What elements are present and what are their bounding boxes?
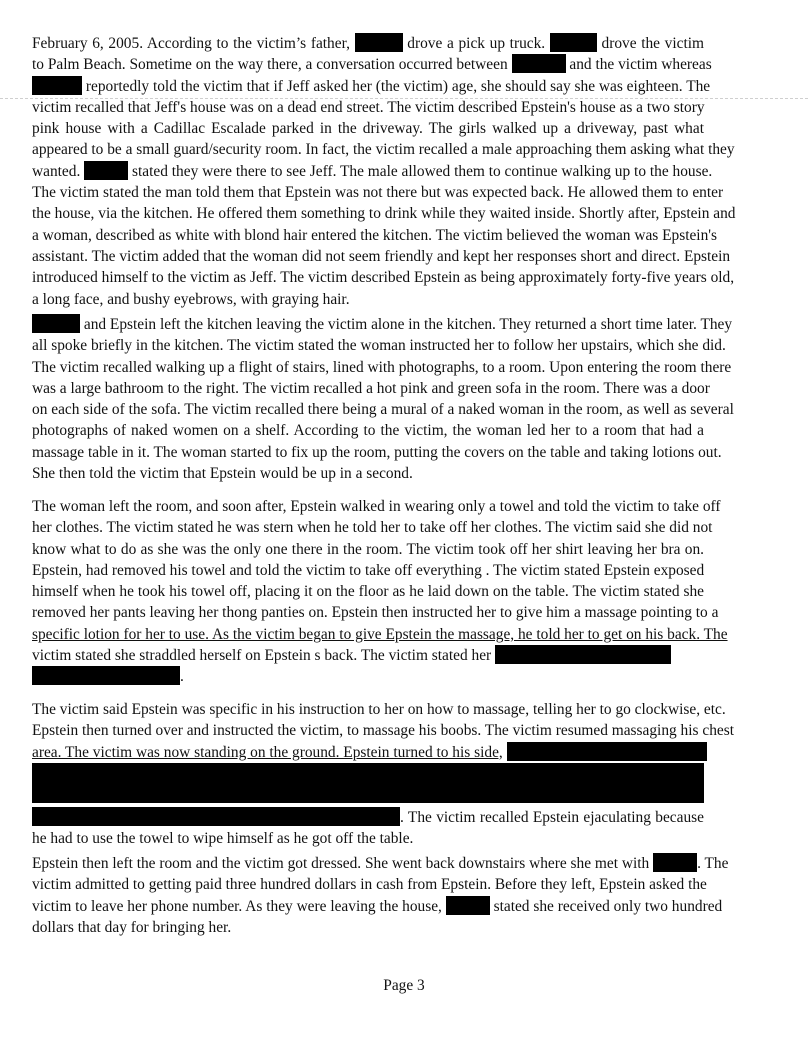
redaction-box <box>495 645 671 664</box>
text-line: wanted. stated they were there to see Jeff. The male allowed them to continue walking up to the house. <box>32 162 713 180</box>
redaction-box <box>507 742 707 761</box>
text-line: dollars that day for bringing her. <box>32 918 232 936</box>
text-line: assistant. The victim added that the woman did not seem friendly and kept her responses short and direct. Epstein <box>32 247 731 265</box>
text-line: on each side of the sofa. The victim recalled there being a mural of a naked woman in the room, as well as several <box>32 401 734 419</box>
text-line: She then told the victim that Epstein would be up in a second. <box>32 465 413 483</box>
paragraph-1 <box>32 33 736 310</box>
redaction-box <box>512 54 566 73</box>
text-line: February 6, 2005. According to the victim’s father, drove a pick up truck. drove the victim <box>32 35 704 52</box>
paragraph-3 <box>32 496 728 688</box>
redaction-box <box>446 896 490 915</box>
text-line: Epstein then left the room and the victim got dressed. She went back downstairs where she met with . The <box>32 855 729 872</box>
text-line: to Palm Beach. Sometime on the way there, a conversation occurred between and the victim whereas <box>32 56 712 74</box>
paragraph-5 <box>32 853 729 938</box>
text-line: massage table in it. The woman started to fix up the room, putting the covers on the table and taking lotions out. <box>32 443 722 461</box>
text-line: victim to leave her phone number. As they were leaving the house, stated she received only two hundred <box>32 897 723 915</box>
text-line <box>32 763 704 807</box>
text-line: area. The victim was now standing on the ground. Epstein turned to his side, <box>32 742 704 763</box>
text-line: The victim recalled walking up a flight of stairs, lined with photographs, to a room. Upon entering the room there <box>32 358 732 376</box>
text-line: appeared to be a small guard/security room. In fact, the victim recalled a male approaching them asking what they <box>32 141 735 159</box>
text-line: Epstein then turned over and instructed the victim, to massage his boobs. The victim resumed massaging his chest <box>32 722 734 740</box>
text-line: pink house with a Cadillac Escalade parked in the driveway. The girls walked up a driveway, past what <box>32 120 704 138</box>
text-line: a long face, and bushy eyebrows, with graying hair. <box>32 290 350 308</box>
text-line: The victim said Epstein was specific in his instruction to her on how to massage, telling her to go clockwise, etc. <box>32 701 726 718</box>
redaction-box <box>32 76 82 95</box>
redaction-box <box>32 807 400 826</box>
text-line: victim admitted to getting paid three hundred dollars in cash from Epstein. Before they left, Epstein asked the <box>32 876 707 894</box>
text-line: . <box>32 666 704 687</box>
text-line: the house, via the kitchen. He offered them something to drink while they waited inside. Shortly after, Epstein and <box>32 205 736 223</box>
text-line: photographs of naked women on a shelf. According to the victim, the woman led her to a room that had a <box>32 422 704 440</box>
text-line: Epstein, had removed his towel and told the victim to take off everything . The victim stated Epstein exposed <box>32 561 705 579</box>
text-line: all spoke briefly in the kitchen. The victim stated the woman instructed her to follow her upstairs, which she did. <box>32 337 726 355</box>
text-line: reportedly told the victim that if Jeff asked her (the victim) age, she should say she was eighteen. The <box>32 76 704 97</box>
redaction-box <box>32 763 704 803</box>
text-line: introduced himself to the victim as Jeff. The victim described Epstein as being approximately forty-five years old, <box>32 269 735 287</box>
text-line: himself when he took his towel off, placing it on the floor as he laid down on the table. The victim stated she <box>32 583 704 601</box>
redaction-box <box>355 33 403 52</box>
text-line: her clothes. The victim stated he was stern when he told her to take off her clothes. The victim said she did not <box>32 519 713 537</box>
text-line: victim recalled that Jeff's house was on a dead end street. The victim described Epstein's house as a two story <box>32 98 705 116</box>
text-line: and Epstein left the kitchen leaving the victim alone in the kitchen. They returned a short time later. They <box>32 314 704 335</box>
page-number: Page 3 <box>383 977 425 994</box>
text-line: specific lotion for her to use. As the victim began to give Epstein the massage, he told her to get on his back. The <box>32 625 728 643</box>
redaction-box <box>653 853 697 872</box>
redaction-box <box>32 314 80 333</box>
text-line: . The victim recalled Epstein ejaculating because <box>32 807 704 828</box>
text-line: The victim stated the man told them that Epstein was not there but was expected back. He allowed them to enter <box>32 184 724 202</box>
redaction-box <box>550 33 597 52</box>
paragraph-2 <box>32 314 734 484</box>
text-line: was a large bathroom to the right. The victim recalled a hot pink and green sofa in the room. There was a door <box>32 379 710 397</box>
text-line: a woman, described as white with blond hair entered the kitchen. The victim believed the woman was Epstein's <box>32 226 718 244</box>
text-line: removed her pants leaving her thong panties on. Epstein then instructed her to give him a massage pointing to a <box>32 604 719 622</box>
redaction-box <box>84 161 128 180</box>
text-line: he had to use the towel to wipe himself as he got off the table. <box>32 830 414 848</box>
redaction-box <box>32 666 180 685</box>
text-line: know what to do as she was the only one there in the room. The victim took off her shirt leaving her bra on. <box>32 540 704 558</box>
paragraph-4 <box>32 699 734 850</box>
text-line: The woman left the room, and soon after, Epstein walked in wearing only a towel and told the victim to take off <box>32 498 721 515</box>
text-line: victim stated she straddled herself on Epstein s back. The victim stated her <box>32 645 704 666</box>
